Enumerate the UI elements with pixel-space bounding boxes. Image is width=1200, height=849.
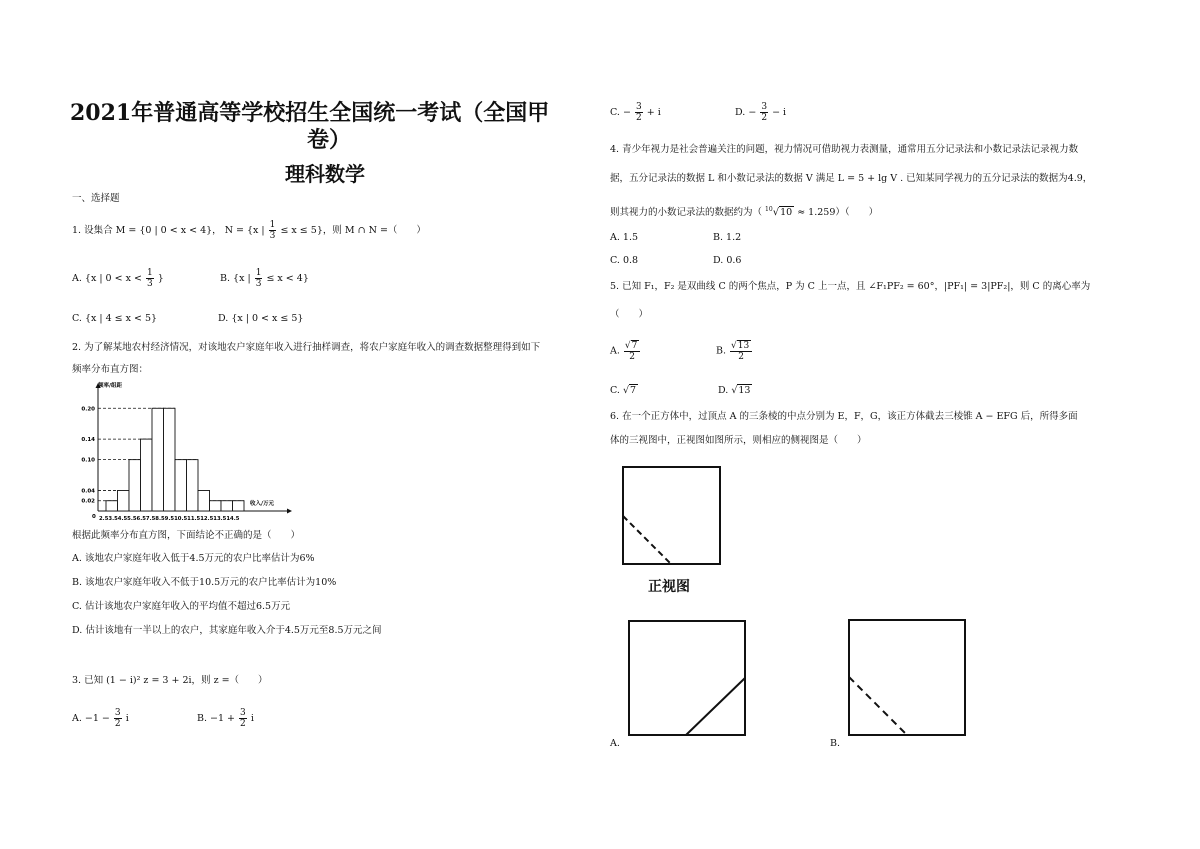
q1-b-fraction <box>255 268 263 289</box>
q1-a-num: 1 <box>146 268 153 278</box>
q5-option-c: C. √7 <box>610 385 637 396</box>
y-axis-label: 频率/组距 <box>98 383 123 389</box>
q2-stem-line-2: 频率分布直方图： <box>72 364 149 375</box>
q1-fraction-den: 3 <box>269 231 276 241</box>
q5-option-a <box>610 340 641 362</box>
q5-option-b <box>716 340 753 362</box>
q5-b-den: 2 <box>738 352 745 362</box>
q5-a-num: √7 <box>624 340 640 352</box>
front-view-square <box>623 467 720 564</box>
q3-b-den: 2 <box>240 719 246 729</box>
histogram-bar-8.5-9.5 <box>175 460 187 511</box>
q3-a-den: 2 <box>114 719 121 729</box>
y-tick-0.20: 0.20 <box>81 406 95 413</box>
q1-a-suffix: } <box>157 273 164 284</box>
q5-line-2: （ ） <box>610 309 649 320</box>
histogram-bar-10.5-11.5 <box>198 490 210 511</box>
front-view-caption: 正视图 <box>648 579 690 595</box>
q4-line-3-suffix: ≈ 1.259）（ ） <box>797 207 879 219</box>
q4-option-a: A. 1.5 <box>610 232 639 243</box>
option-a-square <box>629 621 745 735</box>
q3-b-prefix: B. −1 + <box>197 713 236 724</box>
option-b-figure <box>848 619 968 737</box>
q4-option-d: D. 0.6 <box>713 255 742 266</box>
y-tick-0.04: 0.04 <box>81 488 95 495</box>
section-heading: 一、选择题 <box>72 193 120 204</box>
q1-b-num: 1 <box>255 268 262 278</box>
histogram-bar-7.5-8.5 <box>164 408 176 511</box>
q5-d-radicand: 13 <box>738 385 751 396</box>
q3-c-suffix: + i <box>646 107 661 118</box>
q4-line-2: 据，五分记录法的数据 L 和小数记录法的数据 V 满足 L = 5 + lg V . 已知某同学视力的五分记录法的数据为4.9， <box>610 173 1093 184</box>
q2-option-c: C. 估计该地农户家庭年收入的平均值不超过6.5万元 <box>72 601 291 612</box>
q5-a-radicand: 7 <box>631 341 638 351</box>
q1-fraction-num: 1 <box>269 220 276 230</box>
q3-c-num: 3 <box>635 102 642 112</box>
y-tick-0.10: 0.10 <box>81 457 95 464</box>
q4-line-3-prefix: 则其视力的小数记录法的数据约为（ <box>610 207 763 219</box>
option-a-solid-edge <box>686 678 745 735</box>
q1-option-d: D. {x | 0 < x ≤ 5} <box>218 313 304 324</box>
q1-set-n-suffix: ≤ x ≤ 5}，则 M ∩ N =（ ） <box>280 225 426 236</box>
q5-line-1: 5. 已知 F₁，F₂ 是双曲线 C 的两个焦点，P 为 C 上一点，且 ∠F₁PF₂ = 60°，|PF₁| = 3|PF₂|，则 C 的离心率为 <box>610 281 1091 292</box>
histogram-bar-6.5-7.5 <box>152 408 164 511</box>
histogram-bar-9.5-10.5 <box>187 460 199 511</box>
option-a-label: A. <box>610 738 620 749</box>
histogram-bar-3.5-4.5 <box>118 490 130 511</box>
front-view-figure <box>622 466 722 566</box>
q3-b-num: 3 <box>240 708 246 718</box>
q3-d-num: 3 <box>761 102 768 112</box>
q3-d-prefix: D. − <box>735 107 757 118</box>
histogram-bar-13.5-14.5 <box>233 501 245 511</box>
q1-stem <box>72 220 426 241</box>
q1-b-prefix: B. {x | <box>220 273 251 284</box>
x-axis-label: 收入/万元 <box>250 501 275 507</box>
q3-option-a <box>72 708 129 729</box>
q3-a-prefix: A. −1 − <box>72 713 110 724</box>
q3-a-num: 3 <box>114 708 121 718</box>
q5-b-fraction <box>730 340 752 362</box>
x-tick-labels: 2.53.54.55.56.57.58.59.510.511.512.513.514.5 <box>99 516 240 522</box>
q4-root-index: 10 <box>765 206 773 213</box>
q2-stem-line-1: 2. 为了解某地农村经济情况，对该地农户家庭年收入进行抽样调查，将农户家庭年收入的调查数据整理得到如下 <box>72 342 541 353</box>
title-line-1: 2021年普通高等学校招生全国统一考试（全国甲 <box>70 100 550 126</box>
y-tick-0.14: 0.14 <box>81 437 95 444</box>
q4-option-b: B. 1.2 <box>713 232 742 243</box>
front-view-dashed-edge <box>623 516 671 564</box>
q4-option-c: C. 0.8 <box>610 255 639 266</box>
q3-option-d <box>735 102 786 123</box>
q3-a-fraction <box>114 708 122 729</box>
q1-b-den: 3 <box>255 279 262 289</box>
q6-line-1: 6. 在一个正方体中，过顶点 A 的三条棱的中点分别为 E，F，G，该正方体截去三棱锥 A − EFG 后，所得多面 <box>610 411 1078 422</box>
q2-question: 根据此频率分布直方图，下面结论不正确的是（ ） <box>72 530 301 541</box>
histogram-chart <box>72 380 302 523</box>
q4-line-3: 则其视力的小数记录法的数据约为（ $^{10}$√10 ≈ 1.259）（ ） <box>610 206 879 219</box>
q1-option-a <box>72 268 164 289</box>
option-b-label: B. <box>830 738 841 749</box>
option-b-square <box>849 620 965 735</box>
q6-line-2: 体的三视图中，正视图如图所示，则相应的侧视图是（ ） <box>610 435 867 446</box>
q1-set-m: M = {0 | 0 < x < 4}， <box>115 225 222 236</box>
q1-fraction <box>269 220 277 241</box>
histogram-bar-11.5-12.5 <box>210 501 222 511</box>
subject-title: 理科数学 <box>285 162 365 186</box>
q4-root-radicand: 10 <box>780 207 793 219</box>
q1-stem-prefix: 1. 设集合 <box>72 225 113 236</box>
q1-set-n-prefix: N = {x | <box>224 225 265 236</box>
y-tick-0.02: 0.02 <box>81 498 95 505</box>
q1-option-c: C. {x | 4 ≤ x < 5} <box>72 313 158 324</box>
q3-d-suffix: − i <box>772 107 787 118</box>
q1-a-fraction <box>146 268 154 289</box>
q5-b-radicand: 13 <box>737 341 750 351</box>
q5-d-prefix: D. <box>718 385 729 396</box>
title-line-2: 卷） <box>307 127 352 153</box>
q3-c-den: 2 <box>635 113 642 123</box>
q3-option-c <box>610 102 661 123</box>
q1-a-prefix: A. {x | 0 < x < <box>72 273 142 284</box>
q3-c-fraction <box>635 102 643 123</box>
q1-b-suffix: ≤ x < 4} <box>266 273 309 284</box>
q4-line-1: 4. 青少年视力是社会普遍关注的问题，视力情况可借助视力表测量，通常用五分记录法和小数记录法记录视力数 <box>610 144 1079 155</box>
q5-b-prefix: B. <box>716 345 727 357</box>
q1-a-den: 3 <box>146 279 153 289</box>
option-a-figure <box>628 620 748 738</box>
q3-option-b <box>197 708 254 729</box>
q5-c-radicand: 7 <box>630 385 637 396</box>
q1-option-b <box>220 268 309 289</box>
q5-a-fraction <box>624 340 640 362</box>
q3-c-prefix: C. − <box>610 107 631 118</box>
histogram-bar-12.5-13.5 <box>221 501 233 511</box>
q2-option-b: B. 该地农户家庭年收入不低于10.5万元的农户比率估计为10% <box>72 577 337 588</box>
q3-d-fraction <box>760 102 768 123</box>
q5-option-d: D. √13 <box>718 385 751 396</box>
histogram-bar-5.5-6.5 <box>141 439 153 511</box>
histogram-bar-2.5-3.5 <box>106 501 118 511</box>
q5-c-prefix: C. <box>610 385 620 396</box>
q3-b-fraction <box>239 708 247 729</box>
q5-b-num: √13 <box>730 340 752 352</box>
histogram-bar-4.5-5.5 <box>129 460 141 511</box>
q3-stem: 3. 已知 (1 − i)² z = 3 + 2i，则 z =（ ） <box>72 675 268 686</box>
q3-b-suffix: i <box>250 713 254 724</box>
q5-a-den: 2 <box>629 352 636 362</box>
q3-a-suffix: i <box>125 713 129 724</box>
option-b-dashed-edge <box>849 677 907 735</box>
q2-option-a: A. 该地农户家庭年收入低于4.5万元的农户比率估计为6% <box>72 553 315 564</box>
q5-a-prefix: A. <box>610 345 620 357</box>
x-axis-arrow <box>287 509 292 514</box>
origin-label: 0 <box>92 514 96 520</box>
q3-d-den: 2 <box>761 113 768 123</box>
q2-option-d: D. 估计该地有一半以上的农户，其家庭年收入介于4.5万元至8.5万元之间 <box>72 625 382 636</box>
